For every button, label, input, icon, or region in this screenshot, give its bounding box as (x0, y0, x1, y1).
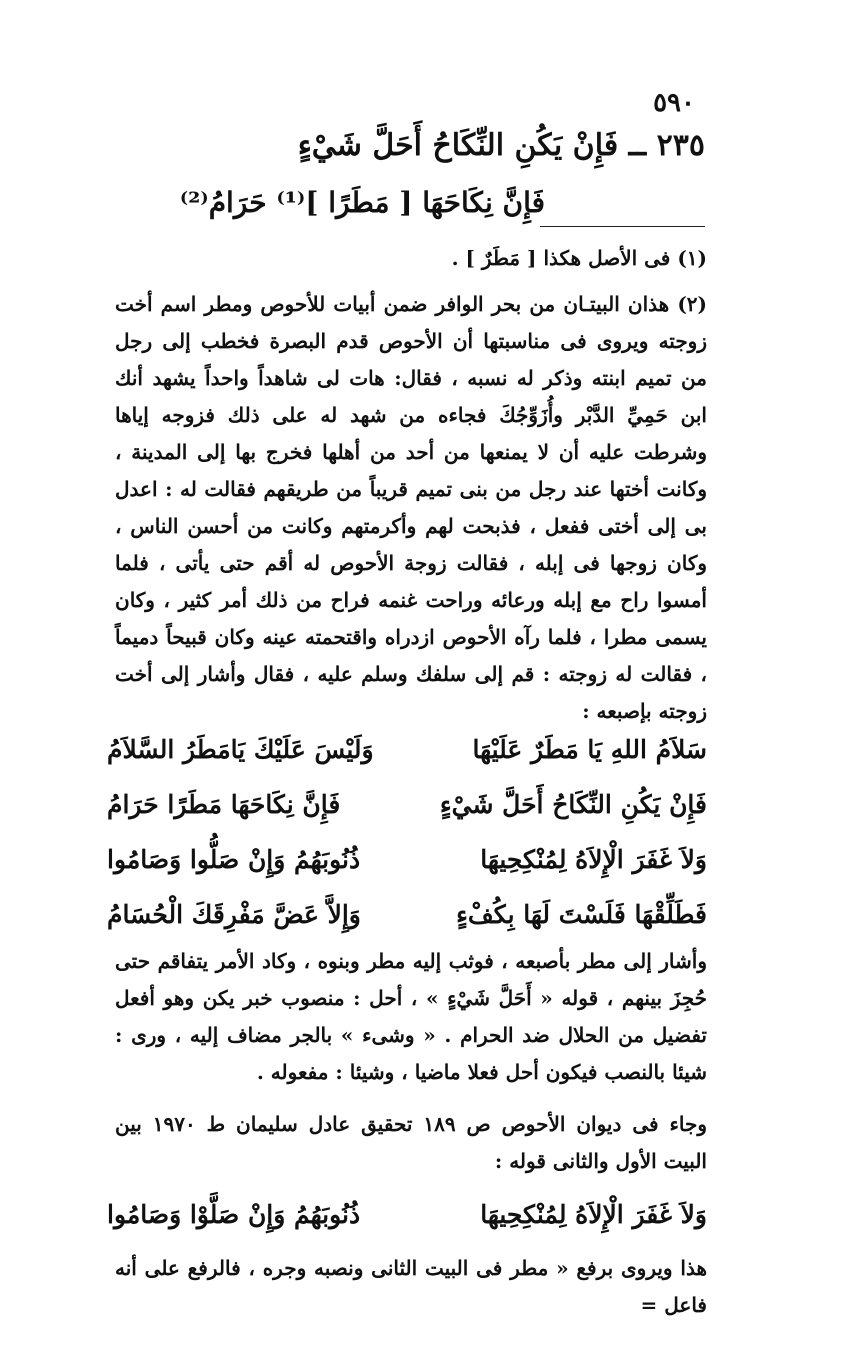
poem-hemistich-second: ذُنُوبَهُمُ وَإِنْ صَلُّوا وَصَامُوا (107, 845, 361, 874)
page-number: ٥٩٠ (653, 88, 695, 118)
poem-block-2 (107, 1200, 707, 1255)
poem-row (107, 790, 707, 845)
poem-hemistich-second: ذُنُوبَهُمُ وَإِنْ صَلَّوْا وَصَامُوا (107, 1200, 361, 1229)
poem-row (107, 735, 707, 790)
poem-hemistich-second: فَإِنَّ نِكَاحَهَا مَطَرًا حَرَامُ (107, 790, 341, 819)
poem-hemistich-first: وَلاَ غَفَرَ الْإِلاَهُ لِمُنْكِحِيهَا (480, 845, 707, 874)
poem-block (107, 735, 707, 955)
footnote-diwan-note: وجاء فى ديوان الأحوص ص ١٨٩ تحقيق عادل سليمان ط ١٩٧٠ بين البيت الأول والثانى قوله : (115, 1112, 707, 1173)
footnote-continuation: وأشار إلى مطر بأصبعه ، فوثب إليه مطر وبنوه ، وكاد الأمر يتفاقم حتى حُجِزَ بينهم ، قوله « أَحَلَّ شَيْءٍ » ، أحل : منصوب خبر يكن وهو أفعل تفضيل من الحلال ضد الحرام . « وشىء » بالجر مضاف إليه ، ورى : شيئا بالنصب فيكون أحل فعلا ماضيا ، وشيئا : مفعوله . (115, 949, 707, 1084)
poem-hemistich-first: فَإِنْ يَكُنِ النِّكَاحُ أَحَلَّ شَيْءٍ (439, 790, 707, 819)
poem-row (107, 845, 707, 900)
poem-hemistich-first: سَلاَمُ اللهِ يَا مَطَرٌ عَلَيْهَا (472, 735, 707, 764)
poem-hemistich-second: وَإِلاَّ عَضَّ مَفْرِقَكَ الْحُسَامُ (107, 900, 361, 929)
poem-hemistich-first: فَطَلِّقْهَا فَلَسْتَ لَهَا بِكُفْءٍ (456, 900, 707, 929)
verse-line-2: فَإِنَّ نِكَاحَهَا [ مَطَرًا ]⁽¹⁾ حَرَامُ⁽²⁾ (179, 186, 545, 219)
poem-hemistich-first: وَلاَ غَفَرَ الْإِلاَهُ لِمُنْكِحِيهَا (480, 1200, 707, 1229)
footnote-1: (١) فى الأصل هكذا [ مَطَرٌ ] . (451, 246, 707, 270)
footnote-2: (٢) هذان البيتـان من بحر الوافر ضمن أبيات للأحوص ومطر اسم أخت زوجته ويروى فى مناسبتها أن الأحوص قدم البصرة فخطب إلى رجل من تميم ابنته وذكر له نسبه ، فقال: هات لى شاهداً واحداً يشهد أنك ابن حَمِيِّ الدَّبْر وأُزَوِّجُكَ فجاءه من شهد له على ذلك فزوجه إياها وشرطت عليه أن لا يمنعها من أحد من أهلها فخرج بها إلى المدينة ، وكانت أختها عند رجل من بنى تميم قريباً من طريقهم فقالت له : اعدل بى إلى أختى ففعل ، فذبحت لهم وأكرمتهم وكانت من أحسن الناس ، وكان زوجها فى إبله ، فقالت زوجة الأحوص له أقم حتى يأتى ، فلما أمسوا راح مع إبله ورعائه وراحت غنمه فراح من ذلك أمر كثير ، وكان يسمى مطرا ، فلما رآه الأحوص ازدراه واقتحمته عينه وكان قبيحاً دميماً ، فقالت له زوجته : قم إلى سلفك وسلم عليه ، فقال وأشار إلى أخت زوجته بإصبعه : (115, 292, 708, 723)
footnote-final: هذا ويروى برفع « مطر فى البيت الثانى ونصبه وجره ، فالرفع على أنه فاعل = (115, 1256, 707, 1317)
poem-hemistich-second: وَلَيْسَ عَلَيْكَ يَامَطَرُ السَّلاَمُ (107, 735, 374, 764)
verse-line-1: ٢٣٥ ــ فَإِنْ يَكُنِ النِّكَاحُ أَحَلَّ شَيْءٍ (297, 128, 705, 163)
poem-row (107, 1200, 707, 1255)
footnote-divider (540, 226, 705, 227)
